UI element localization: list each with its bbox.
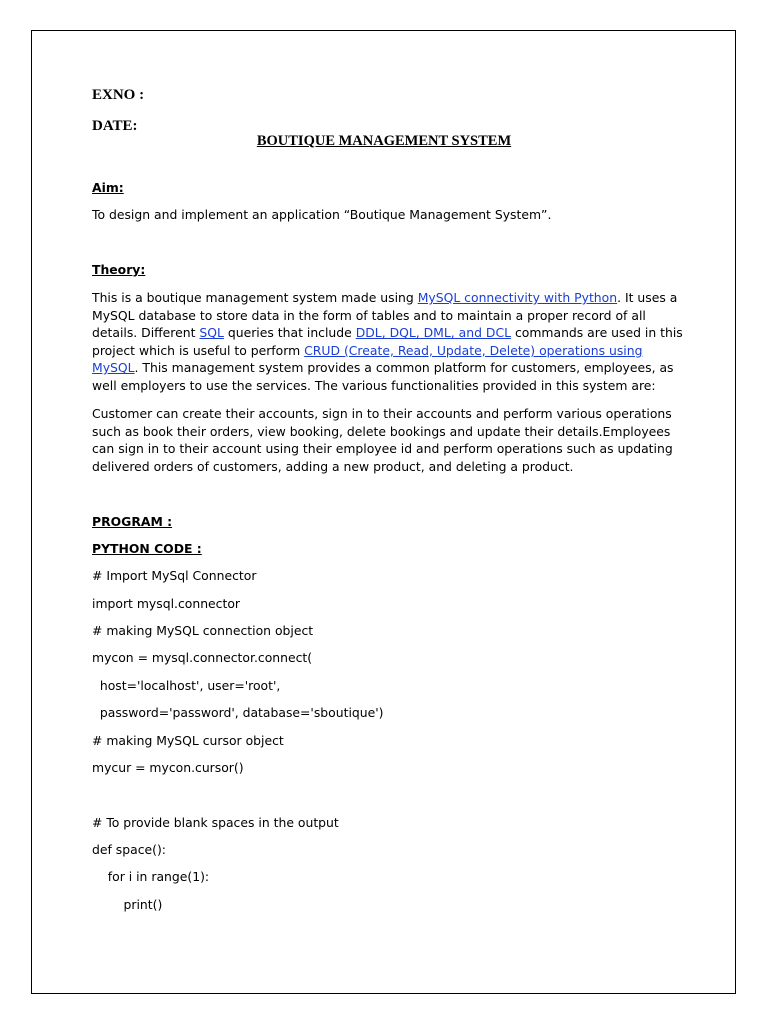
theory-text-segment: . This management system provides a common platform for customers, employees, as well employers to use the services. The various functionalities provided in this system are: (92, 360, 674, 393)
aim-heading: Aim: (92, 180, 124, 195)
theory-paragraph-1 (92, 289, 690, 395)
exno-label: EXNO : (92, 87, 145, 103)
date-label: DATE: (92, 118, 138, 134)
theory-text-segment: queries that include (223, 325, 356, 341)
code-line: print() (92, 897, 163, 912)
theory-text-segment: This is a boutique management system made using (92, 290, 418, 305)
code-line: # making MySQL cursor object (92, 733, 284, 748)
code-line: for i in range(1): (92, 869, 210, 884)
code-line: def space(): (92, 842, 166, 857)
link-sql[interactable]: SQL (199, 325, 224, 341)
program-heading: PROGRAM : (92, 514, 173, 529)
theory-paragraph-2: Customer can create their accounts, sign in to their accounts and perform various operations such as book their orders, view booking, delete bookings and update their details.Employees can sign in to their account using their employee id and perform operations such as updating delivered orders of customers, adding a new product, and deleting a product. (92, 406, 673, 474)
link-mysql-connectivity-python[interactable]: MySQL connectivity with Python (417, 290, 618, 305)
aim-text: To design and implement an application “Boutique Management System”. (92, 207, 552, 222)
code-line: # Import MySql Connector (92, 568, 257, 583)
code-line: # To provide blank spaces in the output (92, 815, 339, 830)
theory-text-segment: commands are used in this project which is useful to perform (92, 325, 683, 358)
code-line: mycon = mysql.connector.connect( (92, 650, 313, 665)
code-line: import mysql.connector (92, 596, 241, 611)
code-line: # making MySQL connection object (92, 623, 314, 638)
theory-text-segment: . It uses a MySQL database to store data in the form of tables and to maintain a proper record of all details. Different (92, 290, 678, 341)
code-line: mycur = mycon.cursor() (92, 760, 244, 775)
theory-heading: Theory: (92, 262, 146, 277)
code-line: password='password', database='sboutique') (92, 705, 384, 720)
link-crud-operations[interactable]: CRUD (Create, Read, Update, Delete) operations using MySQL (92, 342, 643, 376)
document-title: BOUTIQUE MANAGEMENT SYSTEM (256, 133, 512, 149)
code-line: host='localhost', user='root', (92, 678, 281, 693)
python-code-heading: PYTHON CODE : (92, 541, 202, 556)
link-ddl-dql-dml-dcl[interactable]: DDL, DQL, DML, and DCL (355, 325, 511, 341)
